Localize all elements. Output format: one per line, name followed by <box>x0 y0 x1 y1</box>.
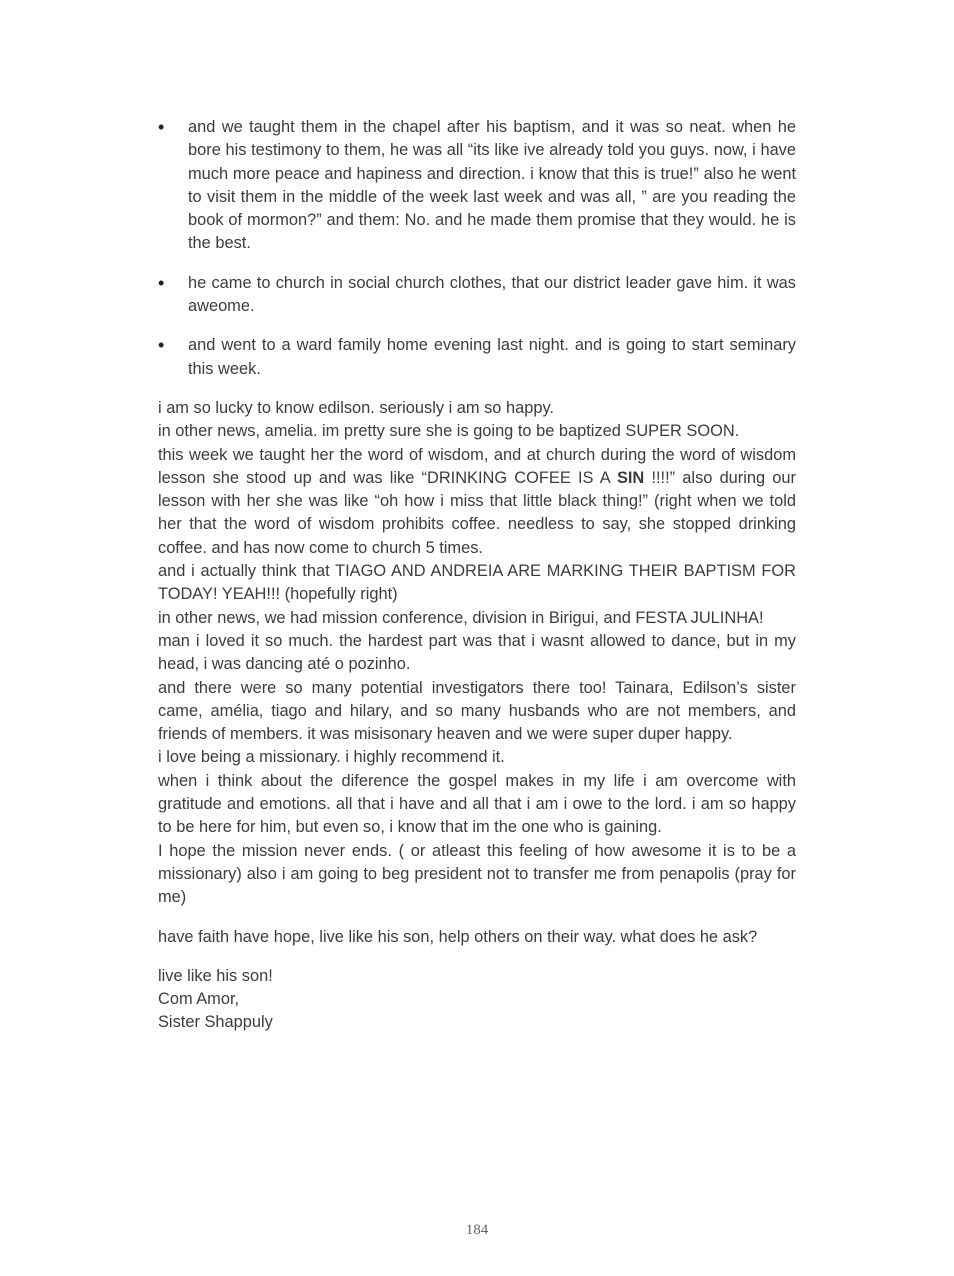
bullet-icon: • <box>158 335 165 356</box>
paragraph-line: in other news, we had mission conference, division in Birigui, and FESTA JULINHA! <box>158 608 764 627</box>
paragraph-line: when i think about the diference the gospel makes in my life i am overcome with gratitude and emotions. all that i have and all that i am i owe to the lord. i am so happy to be here for him, but even so, i know that im the one who is gaining. <box>158 771 796 837</box>
bullet-text: and went to a ward family home evening last night. and is going to start seminary this week. <box>188 336 796 378</box>
bullet-text: he came to church in social church clothes, that our district leader gave him. it was aweome. <box>188 273 796 316</box>
paragraph-line: and there were so many potential investigators there too! Tainara, Edilson’s sister came, amélia, tiago and hilary, and so many husbands who are not members, and friends of members. it was misisonary heaven and we were super duper happy. <box>158 678 796 744</box>
text-segment: this week we taught her the word of wisdom, and at church during the word of wisdom lesson she stood up and was like “DRINKING COFEE IS A <box>158 445 796 487</box>
bullet-icon: • <box>158 272 165 293</box>
signature-name: Sister Shappuly <box>158 1013 273 1032</box>
paragraph-line <box>158 444 796 560</box>
text-segment: !!!!” also during our lesson with her she was like “oh how i miss that little black thing!” (right when we told her that the word of wisdom prohibits coffee. needless to say, she stopped drinking coffee. and has now come to church 5 times. <box>158 468 796 557</box>
emphasis-text: SIN <box>616 468 645 487</box>
paragraph-line: i am so lucky to know edilson. seriously i am so happy. <box>158 398 554 417</box>
paragraph-line: I hope the mission never ends. ( or atleast this feeling of how awesome it is to be a missionary) also i am going to beg president not to transfer me from penapolis (pray for me) <box>158 841 796 907</box>
page-number: 184 <box>465 1222 489 1238</box>
paragraph-line: i love being a missionary. i highly recommend it. <box>158 748 505 767</box>
paragraph-line: man i loved it so much. the hardest part was that i wasnt allowed to dance, but in my head, i was dancing até o pozinho. <box>158 631 796 674</box>
closing-salutation: Com Amor, <box>158 990 240 1009</box>
main-paragraph <box>158 397 796 910</box>
paragraph-line: in other news, amelia. im pretty sure she is going to be baptized SUPER SOON. <box>158 422 740 441</box>
bullet-list <box>158 116 796 381</box>
signature-block <box>158 965 796 1035</box>
bullet-text: and we taught them in the chapel after his baptism, and it was so neat. when he bore his testimony to them, he was all “its like ive already told you guys. now, i have much more peace and hapiness and direction. i know that this is true!” also he went to visit them in the middle of the week last week and was all, ” are you reading the book of mormon?” and them: No. and he made them promise that they would. he is the best. <box>188 118 796 253</box>
closing-question: have faith have hope, live like his son, help others on their way. what does he ask? <box>158 927 758 946</box>
list-item <box>158 334 796 381</box>
list-item <box>158 116 796 256</box>
closing-line: live like his son! <box>158 966 273 985</box>
list-item <box>158 272 796 319</box>
paragraph-line: and i actually think that TIAGO AND ANDREIA ARE MARKING THEIR BAPTISM FOR TODAY! YEAH!!! (hopefully right) <box>158 562 796 604</box>
letter-body <box>158 116 796 1035</box>
bullet-icon: • <box>158 117 165 137</box>
